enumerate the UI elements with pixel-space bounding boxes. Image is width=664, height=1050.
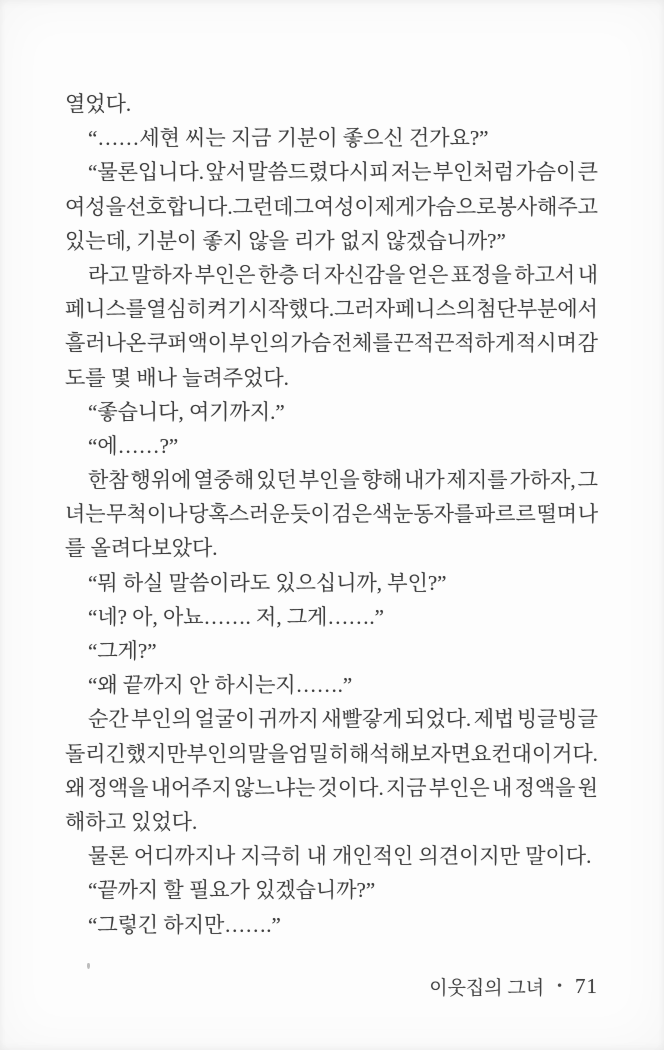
text-line: “……세현 씨는 지금 기분이 좋으신 건가요?” <box>88 126 489 151</box>
text-block <box>65 87 598 942</box>
running-title: 이웃집의 그녀 <box>429 978 545 999</box>
ink-speck <box>87 963 90 969</box>
text-line: 녀는 무척이나 당혹스러운 듯이 검은색 눈동자를 파르르 떨며 나 <box>65 502 598 527</box>
text-line: “그렇긴 하지만…….” <box>88 912 281 937</box>
text-line: “물론입니다. 앞서 말씀드렸다시피 저는 부인처럼 가슴이 큰 <box>88 160 598 185</box>
text-line: 왜 정액을 내어주지 않느냐는 것이다. 지금 부인은 내 정액을 원 <box>65 775 598 800</box>
text-line: “왜 끝까지 안 하시는지…….” <box>88 673 353 698</box>
text-line: “그게?” <box>88 639 157 663</box>
text-line: “뭐 하실 말씀이라도 있으십니까, 부인?” <box>88 570 447 595</box>
text-line: 를 올려다보았다. <box>65 536 218 561</box>
text-line: 도를 몇 배나 늘려주었다. <box>65 365 289 390</box>
text-line: 돌리긴 했지만 부인의 말을 엄밀히 해석해보자면 요컨대 이거다. <box>65 741 598 766</box>
page-footer <box>429 973 598 1000</box>
text-line: 라고 말하자 부인은 한층 더 자신감을 얻은 표정을 하고서 내 <box>88 262 598 287</box>
text-line: “에……?” <box>88 433 179 458</box>
text-line: 여성을 선호합니다. 그런데 그 여성이 제게 가슴으로 봉사해주고 <box>65 194 598 219</box>
text-line: 한참 행위에 열중해 있던 부인을 향해 내가 제지를 가하자, 그 <box>88 468 598 493</box>
text-line: “좋습니다, 여기까지.” <box>88 399 285 424</box>
text-line: 있는데, 기분이 좋지 않을 리가 없지 않겠습니까?” <box>65 228 506 253</box>
text-line: 순간 부인의 얼굴이 귀까지 새빨갛게 되었다. 제법 빙글빙글 <box>88 707 598 732</box>
text-line: 페니스를 열심히 켜기 시작했다. 그러자 페니스의 첨단 부분에서 <box>65 297 598 322</box>
text-line: “끝까지 할 필요가 있겠습니까?” <box>88 878 376 903</box>
text-line: 흘러나온 쿠퍼액이 부인의 가슴 전체를 끈적끈적하게 적시며 감 <box>65 331 598 356</box>
text-line: 해하고 있었다. <box>65 809 198 834</box>
footer-bullet-icon: • <box>557 979 562 994</box>
text-line: 열었다. <box>65 92 132 116</box>
text-line: “네? 아, 아뇨……. 저, 그게…….” <box>88 604 384 629</box>
page-number: 71 <box>575 974 598 998</box>
text-line: 물론 어디까지나 지극히 내 개인적인 의견이지만 말이다. <box>88 844 592 869</box>
